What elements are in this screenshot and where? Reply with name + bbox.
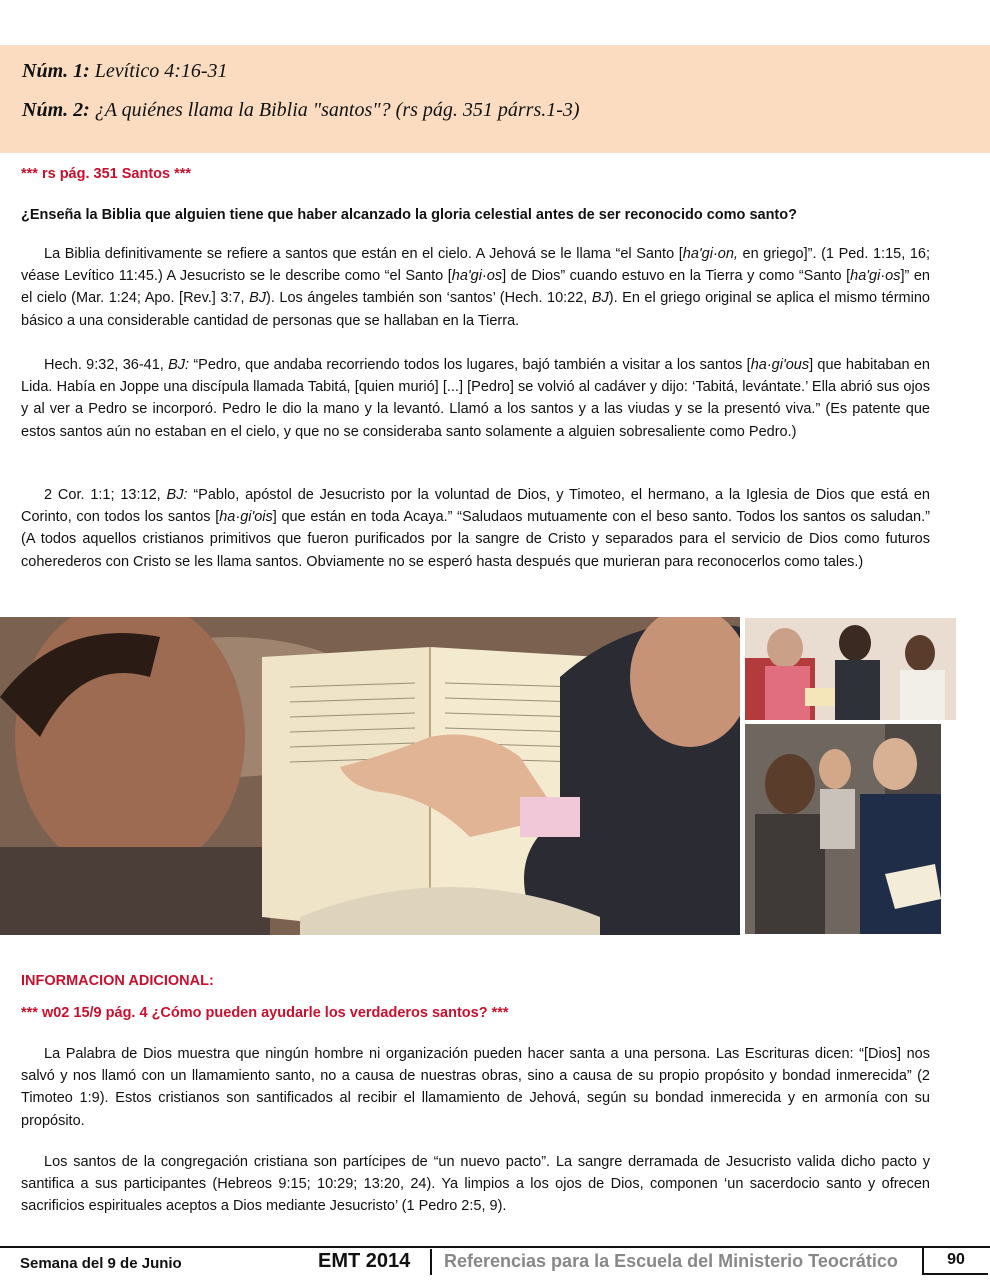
assignment-2-label: Núm. 2: bbox=[22, 99, 90, 121]
assignment-2 bbox=[22, 99, 580, 122]
p1-bj-2: BJ bbox=[591, 290, 609, 307]
p2-text-c: “Pedro, que andaba recorriendo todos los lugares, bajó también a visitar a los santos [ bbox=[189, 357, 751, 373]
p1-greek-1: ha'gi·on, bbox=[682, 246, 738, 262]
footer-emt: EMT 2014 bbox=[318, 1250, 411, 1272]
photo-door-to-door bbox=[745, 724, 941, 934]
p2-text-a: Hech. 9:32, 36-41, bbox=[44, 357, 169, 373]
p1-text-c: en griego]”. (1 Ped. 1:15, 16; véase Levítico 11:45.) A Jesucristo se le describe como “el Santo [ bbox=[21, 246, 931, 285]
p3-greek: ha·gi'ois bbox=[219, 509, 273, 526]
p2-greek: ha·gi'ous bbox=[750, 357, 810, 373]
p3-text-a: 2 Cor. 1:1; 13:12, bbox=[44, 487, 167, 503]
reference-heading-rs: *** rs pág. 351 Santos *** bbox=[21, 166, 192, 182]
photo-bible-study bbox=[0, 617, 740, 935]
assignment-1-text: Levítico 4:16-31 bbox=[94, 60, 228, 82]
photo-door-to-door-art bbox=[745, 724, 941, 934]
paragraph-1 bbox=[21, 243, 930, 332]
p1-text-e: ] de Dios” cuando estuvo en la Tierra y como “Santo [ bbox=[502, 268, 851, 285]
footer-reference-title: Referencias para la Escuela del Ministerio Teocrático bbox=[444, 1251, 898, 1271]
p1-greek-3: ha'gi·os bbox=[850, 268, 901, 285]
assignment-1 bbox=[22, 60, 228, 83]
p3-bj: BJ: bbox=[166, 487, 188, 503]
p2-bj: BJ: bbox=[168, 357, 190, 373]
photo-women-reading-art bbox=[745, 618, 956, 720]
paragraph-3 bbox=[21, 484, 930, 573]
p3-text-e: ] que están en toda Acaya.” “Saludaos mutuamente con el beso santo. Todos los santos os saludan.” (A todos aquellos cristianos primitivos que fueron purificados por la sangre de Cristo y separados para el servicio de Dios como futuros coherederos con Cristo se les llama santos. Obviamente no se esperó hasta después que murieran para reconocerlos como tales.) bbox=[21, 509, 930, 570]
footer-rule bbox=[0, 1246, 990, 1248]
assignment-banner bbox=[0, 45, 990, 153]
p1-text-i: ). Los ángeles también son ‘santos’ (Hech. 10:22, bbox=[266, 290, 592, 307]
assignment-2-text: ¿A quiénes llama la Biblia "santos"? (rs pág. 351 párrs.1-3) bbox=[94, 99, 580, 121]
p1-text-a: La Biblia definitivamente se refiere a santos que están en el cielo. A Jehová se le llama “el Santo [ bbox=[44, 246, 683, 262]
paragraph-2 bbox=[21, 354, 930, 443]
footer-week: Semana del 9 de Junio bbox=[20, 1255, 182, 1272]
p1-bj-1: BJ bbox=[249, 290, 266, 307]
footer-separator bbox=[430, 1249, 432, 1275]
assignment-1-label: Núm. 1: bbox=[22, 60, 90, 82]
paragraph-4: La Palabra de Dios muestra que ningún hombre ni organización pueden hacer santa a una persona. Las Escrituras dicen: “[Dios] nos salvó y nos llamó con un llamamiento santo, no a causa de nuestras obras, sino a causa de su propio propósito y bondad inmerecida” (2 Timoteo 1:9). Estos cristianos son santificados al recibir el llamamiento de Jehová, según su bondad inmerecida y en armonía con su propósito. bbox=[21, 1046, 930, 1129]
paragraph-5: Los santos de la congregación cristiana son partícipes de “un nuevo pacto”. La sangre derramada de Jesucristo valida dicho pacto y santifica a sus participantes (Hebreos 9:15; 10:29; 13:20, 24). Ya limpios a los ojos de Dios, componen ‘un sacerdocio santo y ofrecen sacrificios espirituales aceptos a Dios mediante Jesucristo’ (1 Pedro 2:5, 9). bbox=[21, 1154, 930, 1215]
additional-info-heading: INFORMACION ADICIONAL: bbox=[21, 973, 214, 989]
p1-greek-2: ha'gi·os bbox=[451, 268, 503, 285]
photo-women-reading bbox=[745, 618, 956, 720]
reference-heading-w02: *** w02 15/9 pág. 4 ¿Cómo pueden ayudarle los verdaderos santos? *** bbox=[21, 1005, 509, 1021]
photo-bible-study-art bbox=[0, 617, 740, 935]
p1-text-k: ). En el griego original se aplica el mismo término básico a una considerable cantidad de personas que se hallaban en la Tierra. bbox=[21, 290, 930, 329]
page-number: 90 bbox=[922, 1247, 988, 1275]
p3-text-c: “Pablo, apóstol de Jesucristo por la voluntad de Dios, y Timoteo, el hermano, a la Iglesia de Dios que está en Corinto, con todos los santos [ bbox=[21, 487, 930, 526]
p1-text-g: ]” en el cielo (Mar. 1:24; Apo. [Rev.] 3:7, bbox=[21, 268, 930, 307]
p2-text-e: ] que habitaban en Lida. Había en Joppe una discípula llamada Tabitá, [quien murió] [...] [Pedro] se volvió al cadáver y dijo: ‘Tabitá, levántate.’ Ella abrió sus ojos y al ver a Pedro se incorporó. Pedro le dio la mano y la levantó. Llamó a los santos y a las viudas y se la presentó viva.” (Es patente que estos santos aún no estaban en el cielo, y que no se consideraba santo solamente a alguien sobresaliente como Pedro.) bbox=[21, 357, 931, 440]
question-heading: ¿Enseña la Biblia que alguien tiene que haber alcanzado la gloria celestial antes de ser reconocido como santo? bbox=[21, 207, 797, 223]
